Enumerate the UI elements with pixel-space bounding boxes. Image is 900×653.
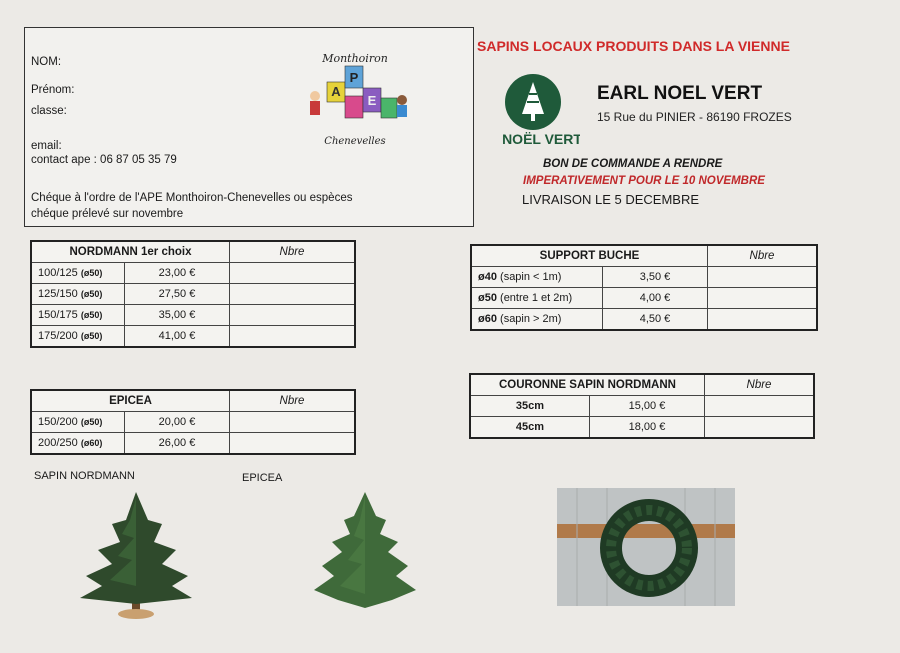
wreath-image	[557, 488, 735, 606]
quantity-cell[interactable]	[708, 267, 818, 288]
order-form-box	[24, 27, 474, 227]
price-cell: 27,50 €	[125, 284, 230, 305]
ape-logo-top-text: Monthoiron	[322, 52, 388, 65]
diameter-cell: (ø50)	[80, 268, 103, 278]
diameter-cell: (ø50)	[80, 310, 103, 320]
table-row	[470, 417, 814, 439]
size-cell: 150/175	[38, 309, 78, 321]
table-row	[470, 396, 814, 417]
quantity-cell[interactable]	[230, 284, 356, 305]
nbre-header: Nbre	[708, 245, 818, 267]
price-cell: 4,50 €	[603, 309, 708, 331]
ape-letter-a: A	[331, 84, 341, 99]
quantity-cell[interactable]	[708, 309, 818, 331]
epicea-tree-image	[310, 490, 420, 615]
price-cell: 15,00 €	[590, 396, 705, 417]
table-header	[471, 245, 817, 267]
size-cell: 45cm	[470, 417, 590, 439]
support-title: SUPPORT BUCHE	[471, 245, 708, 267]
nordmann-table	[30, 240, 356, 348]
prenom-label: Prénom:	[31, 84, 75, 96]
ape-logo-bottom-text: Chenevelles	[324, 136, 386, 147]
diameter-cell: (ø50)	[80, 417, 103, 427]
cheque-text: Chéque à l'ordre de l'APE Monthoiron-Chenevelles ou espèces	[31, 192, 353, 204]
table-header	[31, 241, 355, 263]
quantity-cell[interactable]	[230, 305, 356, 326]
quantity-cell[interactable]	[230, 433, 356, 455]
ape-letter-e: E	[367, 93, 377, 108]
classe-label: classe:	[31, 105, 67, 117]
nbre-header: Nbre	[230, 390, 356, 412]
price-cell: 35,00 €	[125, 305, 230, 326]
cheque-note: chéque prélevé sur novembre	[31, 208, 184, 220]
nordmann-title: NORDMANN 1er choix	[31, 241, 230, 263]
nbre-header: Nbre	[705, 374, 815, 396]
price-cell: 4,00 €	[603, 288, 708, 309]
price-cell: 23,00 €	[125, 263, 230, 284]
diameter-cell: (ø60)	[80, 438, 103, 448]
diameter-cell: (ø50)	[80, 331, 103, 341]
size-cell: 175/200	[38, 330, 78, 342]
quantity-cell[interactable]	[230, 412, 356, 433]
company-name: EARL NOEL VERT	[597, 83, 763, 104]
noel-vert-logo-text: NOËL VERT	[502, 131, 580, 147]
table-row	[31, 412, 355, 433]
livraison-date: LIVRAISON LE 5 DECEMBRE	[522, 192, 699, 207]
nbre-header: Nbre	[230, 241, 356, 263]
epicea-caption: EPICEA	[242, 472, 283, 484]
description-cell: (sapin > 2m)	[496, 313, 562, 325]
table-row	[31, 305, 355, 326]
epicea-title: EPICEA	[31, 390, 230, 412]
size-cell: 150/200	[38, 416, 78, 428]
table-row	[471, 309, 817, 331]
main-title: SAPINS LOCAUX PRODUITS DANS LA VIENNE	[477, 38, 790, 54]
contact-text: contact ape : 06 87 05 35 79	[31, 154, 177, 166]
table-row	[471, 267, 817, 288]
quantity-cell[interactable]	[230, 263, 356, 284]
noel-vert-logo	[500, 72, 580, 150]
size-cell: 125/150	[38, 288, 78, 300]
diameter-cell: ø60	[478, 313, 497, 325]
nom-label: NOM:	[31, 56, 62, 68]
diameter-cell: ø50	[478, 292, 497, 304]
quantity-cell[interactable]	[230, 326, 356, 348]
price-cell: 18,00 €	[590, 417, 705, 439]
table-header	[31, 390, 355, 412]
couronne-title: COURONNE SAPIN NORDMANN	[470, 374, 705, 396]
table-row	[31, 433, 355, 455]
price-cell: 20,00 €	[125, 412, 230, 433]
table-header	[470, 374, 814, 396]
diameter-cell: ø40	[478, 271, 497, 283]
imperatif-date: IMPERATIVEMENT POUR LE 10 NOVEMBRE	[523, 175, 765, 187]
size-cell: 100/125	[38, 267, 78, 279]
nordmann-caption: SAPIN NORDMANN	[34, 470, 135, 482]
table-row	[31, 263, 355, 284]
description-cell: (entre 1 et 2m)	[496, 292, 573, 304]
table-row	[31, 326, 355, 348]
nordmann-tree-image	[72, 490, 202, 625]
email-label: email:	[31, 140, 62, 152]
size-cell: 35cm	[470, 396, 590, 417]
description-cell: (sapin < 1m)	[496, 271, 562, 283]
price-cell: 41,00 €	[125, 326, 230, 348]
support-buche-table	[470, 244, 818, 331]
company-address: 15 Rue du PINIER - 86190 FROZES	[597, 110, 792, 124]
ape-logo	[295, 48, 415, 153]
ape-letter-p: P	[349, 70, 359, 85]
price-cell: 3,50 €	[603, 267, 708, 288]
quantity-cell[interactable]	[705, 396, 815, 417]
couronne-table	[469, 373, 815, 439]
epicea-table	[30, 389, 356, 455]
bon-commande: BON DE COMMANDE A RENDRE	[543, 158, 723, 170]
quantity-cell[interactable]	[705, 417, 815, 439]
price-cell: 26,00 €	[125, 433, 230, 455]
diameter-cell: (ø50)	[80, 289, 103, 299]
table-row	[31, 284, 355, 305]
table-row	[471, 288, 817, 309]
size-cell: 200/250	[38, 437, 78, 449]
quantity-cell[interactable]	[708, 288, 818, 309]
